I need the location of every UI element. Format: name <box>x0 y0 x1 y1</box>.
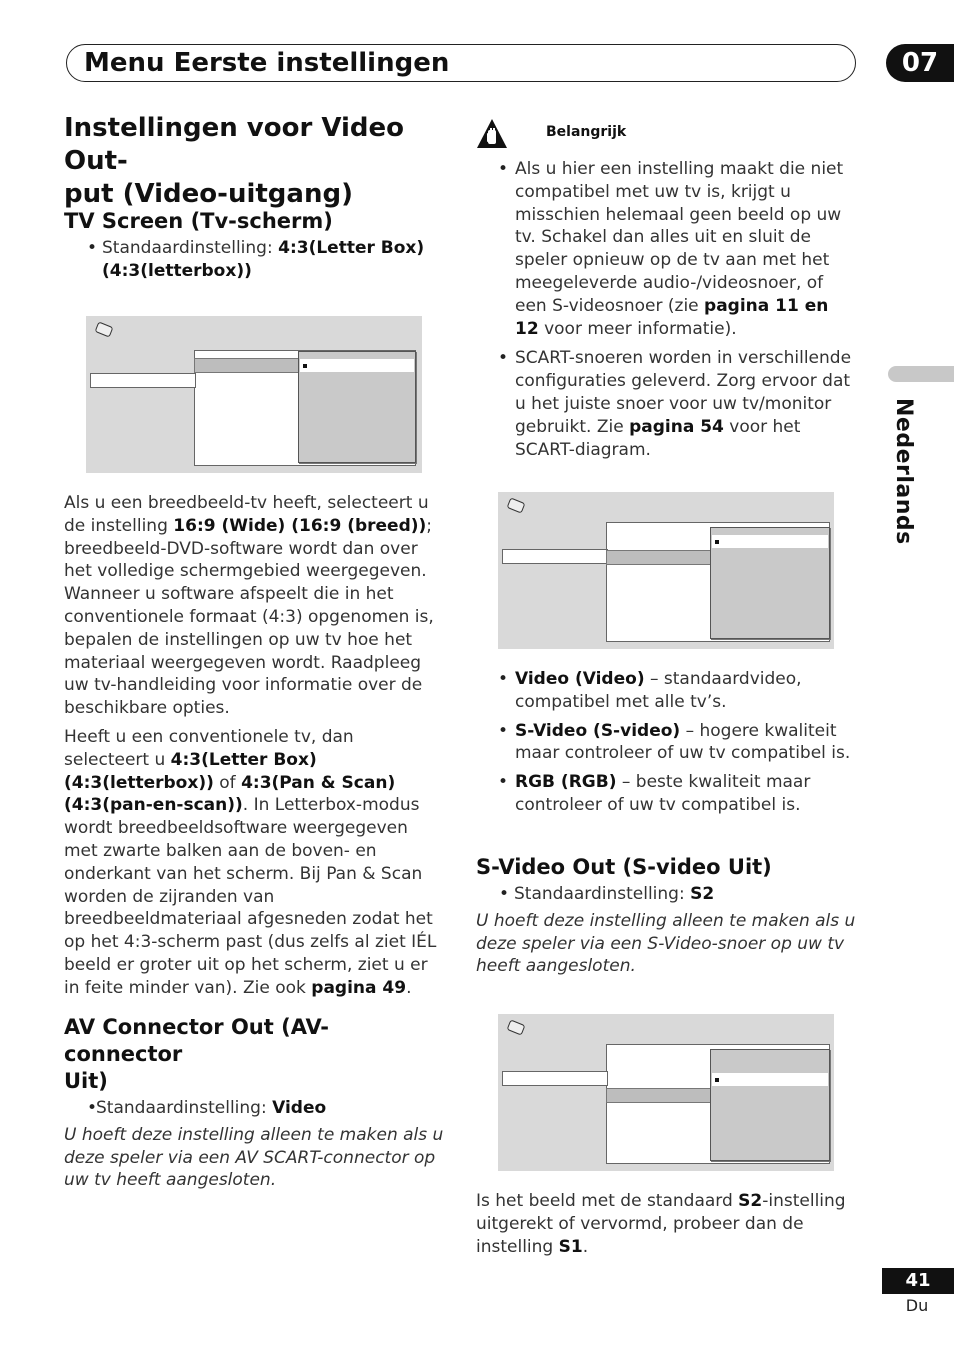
important-bullet-1: • Als u hier een instelling maakt die niet compatibel met uw tv is, krijgt u misschien helemaal geen beeld op uw tv. Schakel dan alles uit en sluit de speler opnieuw op de tv aan met het meegeleverde audio-/videosnoer, of een S-videosnoer (zie pagina 11 en 12 voor meer informatie). <box>476 158 856 340</box>
av-connector-menu-diagram <box>498 492 834 649</box>
page-header-title: Menu Eerste instellingen <box>84 48 450 78</box>
option-rgb: • RGB (RGB) – beste kwaliteit maar controleer of uw tv compatibel is. <box>476 771 856 817</box>
tv-screen-body <box>64 492 444 1000</box>
tv-screen-section <box>64 208 444 283</box>
chapter-number: 07 <box>886 44 954 82</box>
option-s-video: • S-Video (S-video) – hogere kwaliteit maar controleer of uw tv compatibel is. <box>476 720 856 766</box>
disc-icon <box>95 321 114 337</box>
av-options-list <box>476 668 856 817</box>
s-video-body <box>476 1190 856 1258</box>
s-video-note: U hoeft deze instelling alleen te maken als u deze speler via een S-Video-snoer op uw tv heeft aangesloten. <box>476 910 856 977</box>
av-connector-default: • Standaardinstelling: Video <box>64 1097 444 1120</box>
warning-hand-icon <box>476 118 508 150</box>
disc-icon <box>507 497 526 513</box>
av-connector-section <box>64 1014 444 1192</box>
tv-screen-default: • Standaardinstelling: 4:3(Letter Box) (4:3(letterbox)) <box>64 237 444 283</box>
tv-screen-paragraph-1: Als u een breedbeeld-tv heeft, selecteert u de instelling 16:9 (Wide) (16:9 (breed)); breedbeeld-DVD-software wordt dan over het volledige schermgebied weergegeven. Wanneer u software afspeelt die in het conventionele formaat (4:3) opgenomen is, bepalen de instellingen op uw tv hoe het materiaal weergegeven wordt. Raadpleeg uw tv-handleiding voor informatie over de beschikbare opties. <box>64 493 434 719</box>
tv-screen-heading: TV Screen (Tv-scherm) <box>64 209 333 233</box>
section-title: Instellingen voor Video Out- put (Video-uitgang) <box>64 113 405 209</box>
disc-icon <box>507 1019 526 1035</box>
page-number: 41 <box>882 1268 954 1294</box>
s-video-heading: S-Video Out (S-video Uit) <box>476 855 772 879</box>
language-label: Nederlands <box>891 398 916 545</box>
tv-screen-paragraph-2: Heeft u een conventionele tv, dan selecteert u 4:3(Letter Box) (4:3(letterbox)) of 4:3(Pan & Scan) (4:3(pan-en-scan)). In Letterbox-modus wordt breedbeeldsoftware weergegeven met zwarte balken aan de boven- en onderkant van het scherm. Bij Pan & Scan worden de zijranden van breedbeeldmateriaal afgesneden zodat het op het 4:3-scherm past (dus zelfs al ziet IÉL beeld er groter uit op het scherm, ziet u er in feite minder van). Zie ook pagina 49. <box>64 726 437 998</box>
s-video-default: • Standaardinstelling: S2 <box>476 883 856 906</box>
tv-screen-menu-diagram <box>86 316 422 473</box>
s-video-menu-diagram <box>498 1014 834 1171</box>
s-video-paragraph: Is het beeld met de standaard S2-instelling uitgerekt of vervormd, probeer dan de instelling S1. <box>476 1191 846 1257</box>
important-bullet-2: • SCART-snoeren worden in verschillende configuraties geleverd. Zorg ervoor dat u het juiste snoer voor uw tv/monitor gebruikt. Zie pagina 54 voor het SCART-diagram. <box>476 347 856 461</box>
option-video: • Video (Video) – standaardvideo, compatibel met alle tv’s. <box>476 668 856 714</box>
language-tab-bar <box>888 366 954 382</box>
av-connector-heading: AV Connector Out (AV-connector Uit) <box>64 1015 329 1093</box>
important-label: Belangrijk <box>546 124 627 140</box>
av-connector-note: U hoeft deze instelling alleen te maken als u deze speler via een AV SCART-connector op uw tv heeft aangesloten. <box>64 1124 444 1191</box>
page-language-code: Du <box>905 1296 929 1315</box>
s-video-section <box>476 854 856 978</box>
